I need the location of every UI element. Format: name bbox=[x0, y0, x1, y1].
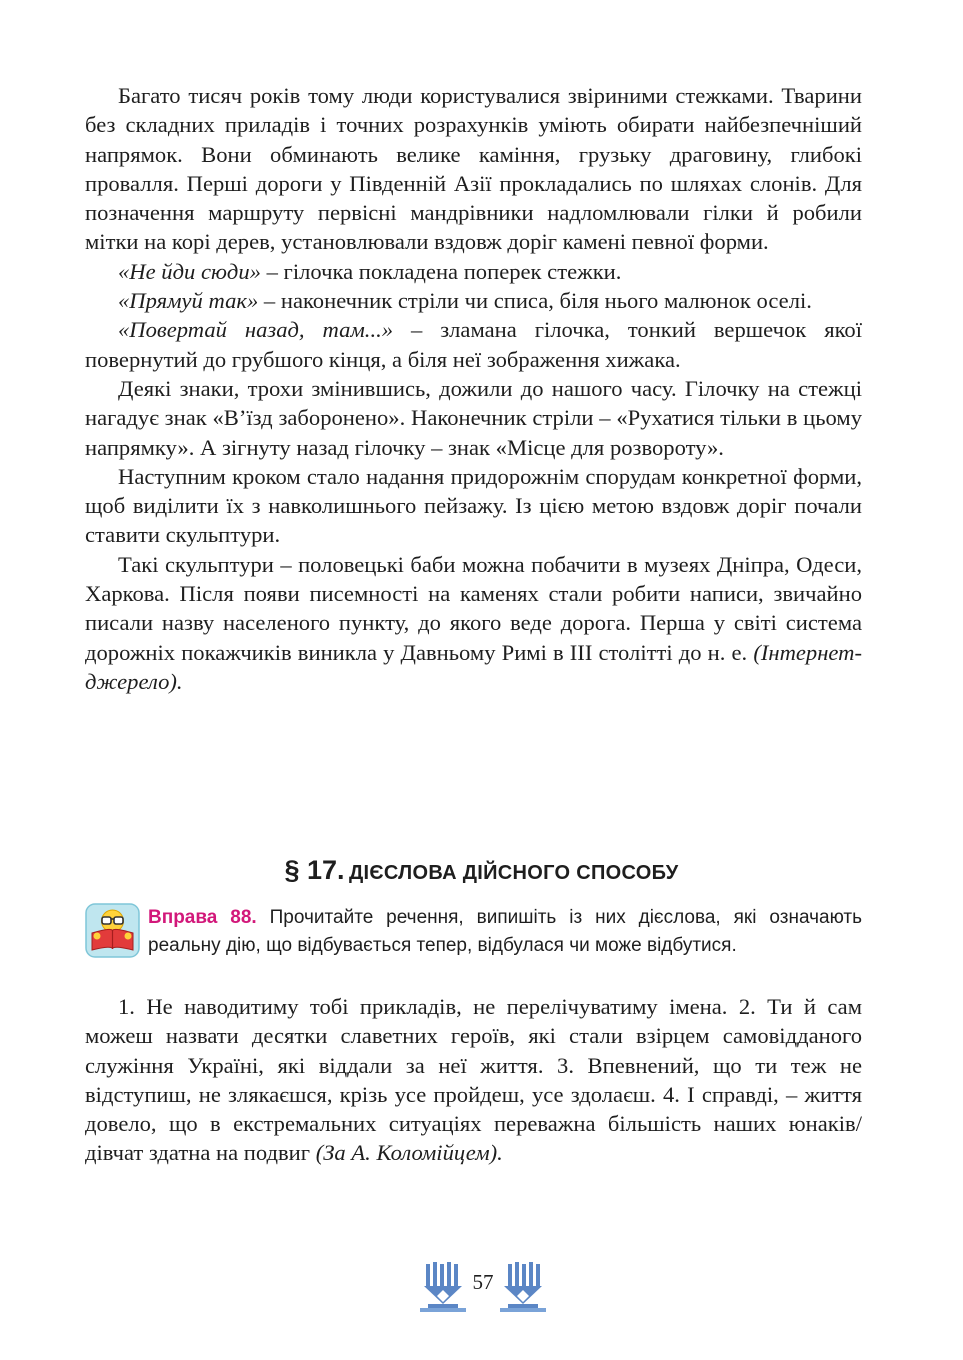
sign-name: «Прямуй так» bbox=[118, 288, 259, 314]
intro-text bbox=[85, 81, 862, 696]
exercise-sentences bbox=[85, 992, 862, 1168]
sign-description: – зламана гілочка, тонкий вершечок якої повернутий до грубшого кінця, а біля неї зображення хижака. bbox=[85, 317, 862, 372]
paragraph-text: Такі скульптури – половецькі баби можна побачити в музеях Дніпра, Одеси, Харкова. Після появи писемності на каменях стали робити написи, звичайно писали назву населеного пункту, до якого веде дорога. Перша у світі система дорожніх покажчиків виникла у Давньому Римі в ІІІ столітті до н. е. bbox=[85, 551, 862, 665]
sign-name: «Не йди сюди» bbox=[118, 258, 261, 284]
sign-description: – наконечник стріли чи списа, біля нього малюнок оселі. bbox=[258, 288, 812, 314]
section-number: § 17. bbox=[284, 855, 345, 885]
page-number: 57 bbox=[472, 1270, 494, 1294]
paragraph-sculptures: Наступним кроком стало надання придорожнім спорудам конкретної форми, щоб виділити їх з навколишнього пейзажу. Із цією метою вздовж доріг почали ставити скульптури. bbox=[85, 463, 862, 548]
embroidery-ornament-icon bbox=[420, 1262, 466, 1312]
source-note: (Інтернет-джерело). bbox=[85, 639, 862, 694]
paragraph-animal-paths: Багато тисяч років тому люди користувалися звіриними стежками. Тварини без складних приладів і точних розрахунків уміють обирати найбезпечніший напрямок. Вони обминають велике каміння, грузьку драговину, глибокі провалля. Перші дороги у Південній Азії прокладались по шляхах слонів. Для позначення маршруту первісні мандрівники надломлювали гілки й робили мітки на корі дерев, установлювали вздовж доріг камені певної форми. bbox=[85, 83, 862, 255]
reading-student-icon bbox=[85, 903, 140, 958]
sign-description: – гілочка покладена поперек стежки. bbox=[260, 258, 622, 284]
exercise-task bbox=[148, 904, 862, 959]
page-footer bbox=[0, 1262, 963, 1312]
section-heading bbox=[0, 855, 963, 886]
paragraph-road-signs-history bbox=[85, 550, 862, 696]
source-note: (За А. Коломійцем). bbox=[315, 1140, 503, 1166]
paragraph-sign-1 bbox=[85, 257, 862, 286]
embroidery-ornament-icon bbox=[500, 1262, 546, 1312]
exercise-text bbox=[85, 992, 862, 1168]
paragraph-modern-signs: Деякі знаки, трохи змінившись, дожили до нашого часу. Гілочку на стежці нагадує знак «В’їзд заборонено». Наконечник стріли – «Рухатися тільки в цьому напрямку». А зігнуту назад гілочку – знак «Місце для розвороту». bbox=[85, 375, 862, 460]
sign-name: «Повертай назад, там...» bbox=[118, 317, 394, 343]
exercise-label: Вправа 88. bbox=[148, 907, 257, 928]
sentences-text: 1. Не наводитиму тобі прикладів, не перелічуватиму імена. 2. Ти й сам можеш назвати десятки славетних героїв, які стали взірцем самовідданого служіння Україні, які віддали за неї життя. 3. Впевнений, що ти теж не відступиш, не злякаєшся, крізь усе пройдеш, усе здолаєш. 4. І справді, – життя довело, що в екстремальних ситуаціях переважна більшість наших юнаків/дівчат здатна на подвиг bbox=[85, 994, 862, 1166]
paragraph-sign-2 bbox=[85, 286, 862, 315]
section-title: ДІЄСЛОВА ДІЙСНОГО СПОСОБУ bbox=[348, 862, 679, 884]
exercise-instruction: Прочитайте речення, випишіть із них дієслова, які означають реальну дію, що відбувається тепер, відбулася чи може відбутися. bbox=[148, 907, 862, 956]
paragraph-sign-3 bbox=[85, 315, 862, 374]
